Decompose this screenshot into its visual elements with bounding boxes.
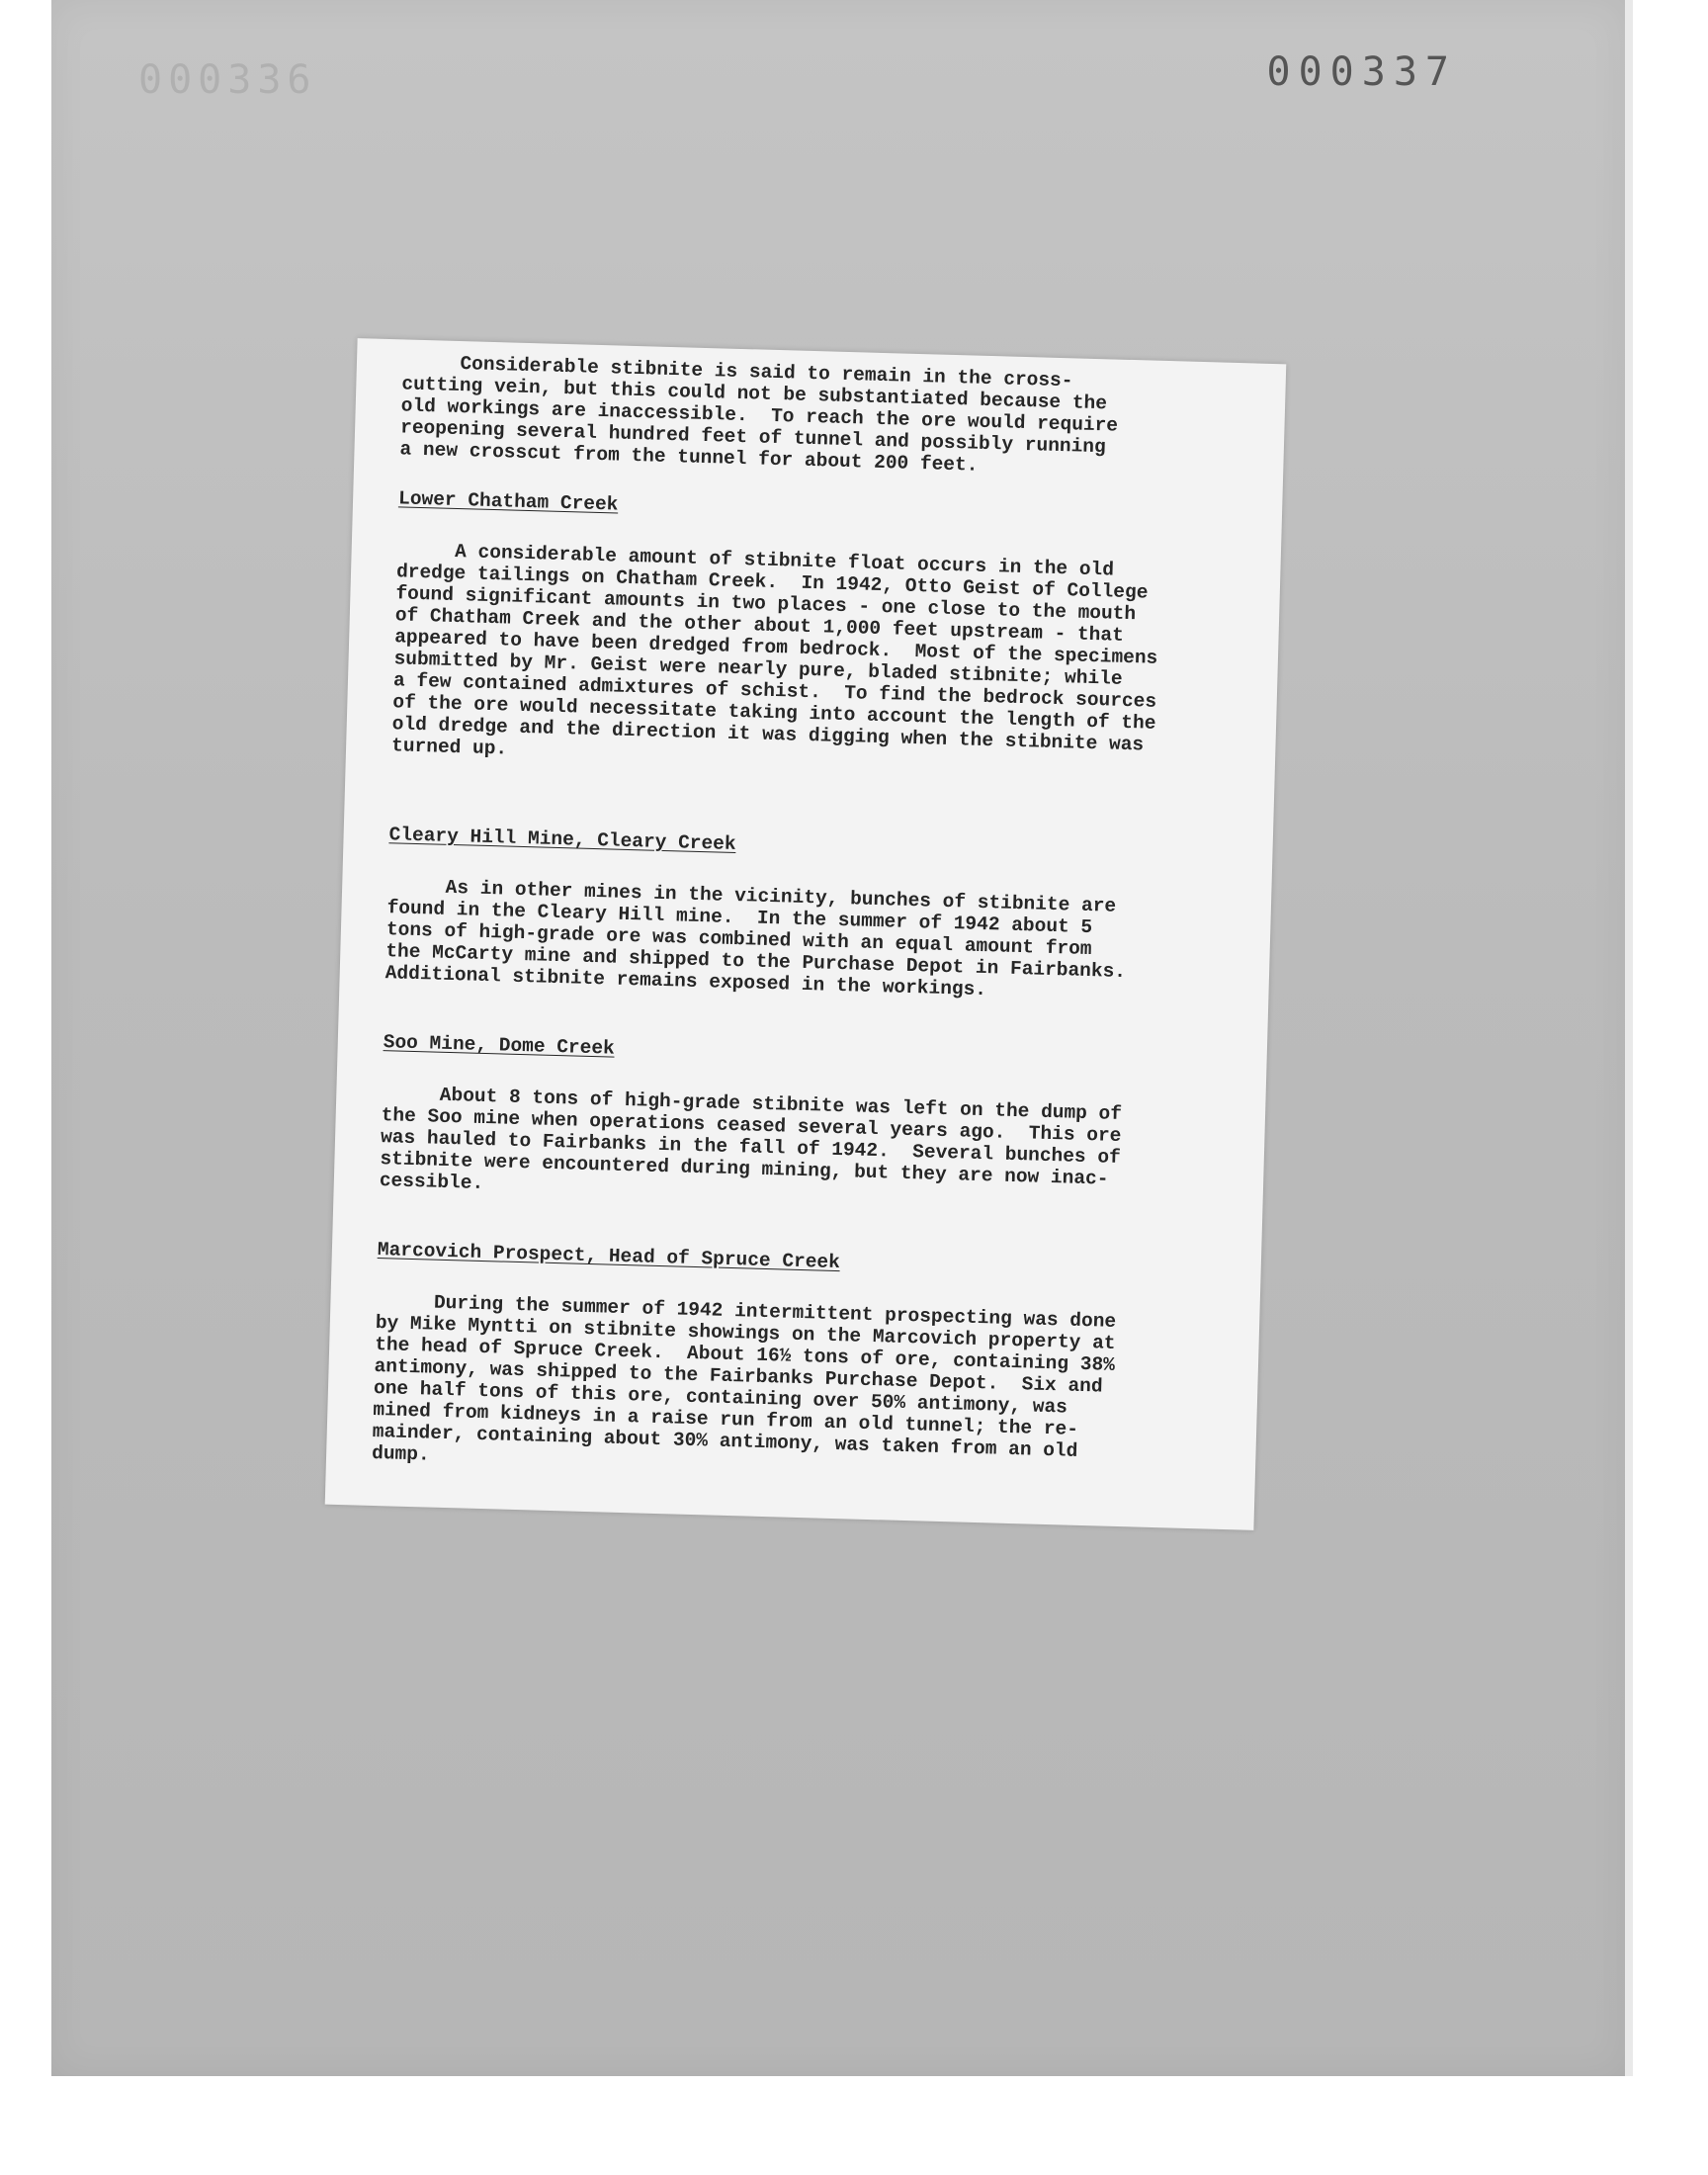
section-cleary-hill-mine: [384, 824, 1242, 1007]
paragraph-text: As in other mines in the vicinity, bunches of stibnite are found in the Cleary Hill mine. In the summer of 1942 about 5 tons of high-grade ore was combined with an equal amount from the McCarty mine and shipped to the Purchase Depot in Fairbanks. Additional stibnite remains exposed in the workings.: [384, 875, 1127, 1001]
paragraph-text: A considerable amount of stibnite float occurs in the old dredge tailings on Chatham Creek. In 1942, Otto Geist of College found significant amounts in two places - one close to the mouth of Chatham Creek and the other about 1,000 feet upstream - that appeared to have been dredged from bedrock. Most of the specimens submitted by Mr. Geist were nearly pure, bladed stibnite; while a few contained admixtures of schist. To find the bedrock sources of the ore would necessitate taking into account the length of the old dredge and the direction it was digging when the stibnite was turned up.: [390, 539, 1158, 760]
section-heading: Lower Chatham Creek: [397, 487, 619, 516]
paragraph-text: During the summer of 1942 intermittent prospecting was done by Mike Myntti on stibnite showings on the Marcovich property at the head of Spruce Creek. About 16½ tons of ore, containing 38% antimony, was shipped to the Fairbanks Purchase Depot. Six and one half tons of this ore, containing over 50% antimony, was mined from kidneys in a raise run from an old tunnel; the re- mainder, containing about 30% antimony, was taken from an old dump.: [371, 1290, 1117, 1466]
section-soo-mine: [380, 1031, 1238, 1215]
section-heading: Marcovich Prospect, Head of Spruce Creek: [377, 1239, 841, 1274]
faded-page-number: 000336: [138, 57, 317, 103]
typewritten-page: [325, 338, 1287, 1530]
paragraph-text: About 8 tons of high-grade stibnite was left on the dump of the Soo mine when operations ceased several years ago. This ore was hauled to Fairbanks in the fall of 1942. Several bunches of stibnite were encountered during mining, but they are now inac- cessible.: [379, 1083, 1123, 1194]
section-marcovich-prospect: [372, 1239, 1232, 1488]
section-heading: Cleary Hill Mine, Cleary Creek: [388, 824, 736, 855]
page-number: 000337: [1266, 49, 1457, 95]
scan-edge: [1625, 0, 1633, 2076]
section-lower-chatham-creek: [391, 487, 1252, 780]
section-heading: Soo Mine, Dome Creek: [383, 1031, 616, 1060]
intro-paragraph: [399, 351, 1256, 483]
paragraph-text: Considerable stibnite is said to remain in the cross- cutting vein, but this could not be substantiated because the old workings are inaccessible. To reach the ore would require reopening several hundred feet of tunnel and possibly running a new crosscut from the tunnel for about 200 feet.: [399, 351, 1119, 477]
